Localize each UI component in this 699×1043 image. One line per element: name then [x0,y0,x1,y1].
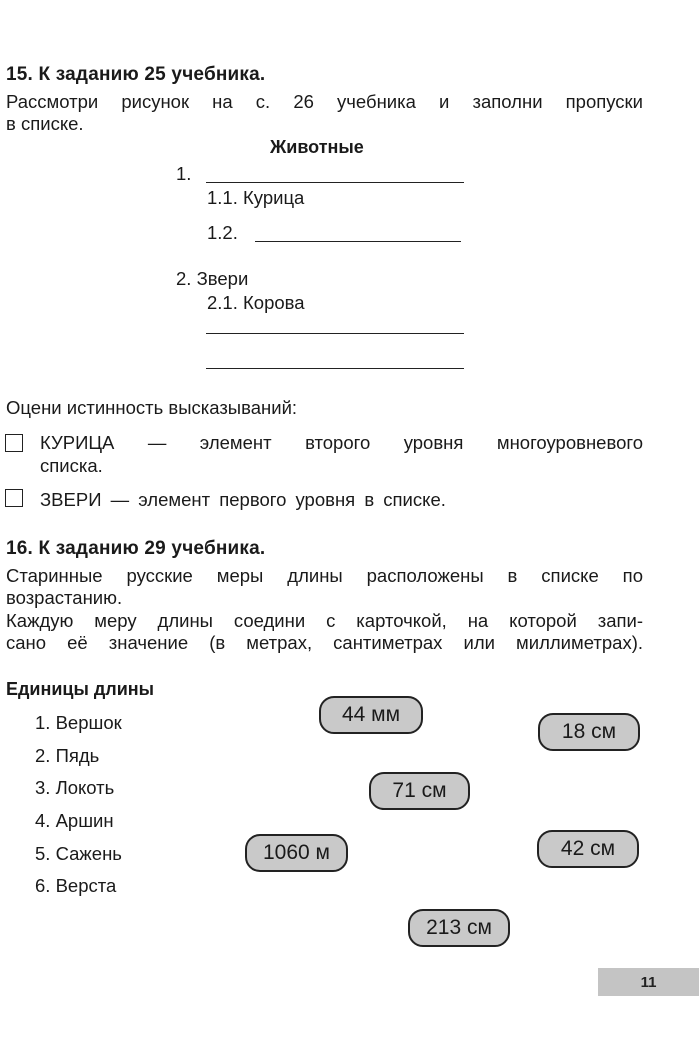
unit-list-item: 1. Вершок [35,712,122,733]
task15-instruction-line2: в списке. [6,113,84,134]
list-item-2: 2. Звери [176,268,249,289]
value-card-1060m[interactable]: 1060 м [245,834,348,872]
value-card-18cm[interactable]: 18 см [538,713,640,751]
statement2-checkbox[interactable] [5,489,23,507]
task15-title: 15. К заданию 25 учебника. [6,64,266,85]
unit-list-item: 4. Аршин [35,810,114,831]
task16-title: 16. К заданию 29 учебника. [6,538,266,559]
animals-list-heading: Животные [270,137,364,157]
unit-list-item: 5. Сажень [35,843,122,864]
list-item-2-1: 2.1. Корова [207,292,305,313]
value-card-44mm[interactable]: 44 мм [319,696,423,734]
task16-para2-line2: сано её значение (в метрах, сантиметрах или миллиметрах). [6,632,643,653]
statement1-line2: списка. [40,455,103,476]
unit-list-item: 6. Верста [35,875,117,896]
units-heading: Единицы длины [6,679,155,699]
answer-line-item1[interactable] [206,182,464,183]
list-item-1-number: 1. [176,163,192,184]
task16-para1-line2: возрастанию. [6,587,123,608]
list-item-1-1: 1.1. Курица [207,187,305,208]
task16-para1-line1: Старинные русские меры длины расположены в списке по [6,565,643,586]
page-number: 11 [598,968,699,996]
list-item-1-2-number: 1.2. [207,222,238,243]
task15-instruction-line1: Рассмотри рисунок на с. 26 учебника и заполни пропуски [6,91,643,112]
statement2-text: ЗВЕРИ — элемент первого уровня в списке. [40,489,446,510]
unit-list-item: 3. Локоть [35,777,115,798]
task16-para2-line1: Каждую меру длины соедини с карточкой, на которой запи- [6,610,643,631]
value-card-71cm[interactable]: 71 см [369,772,470,810]
statement1-line1: КУРИЦА — элемент второго уровня многоуровневого [40,432,643,453]
value-card-42cm[interactable]: 42 см [537,830,639,868]
unit-list-item: 2. Пядь [35,745,100,766]
value-card-213cm[interactable]: 213 см [408,909,510,947]
answer-line-item2-3[interactable] [206,368,464,369]
statement1-checkbox[interactable] [5,434,23,452]
answer-line-item1-2[interactable] [255,241,461,242]
evaluate-prompt: Оцени истинность высказываний: [6,397,298,418]
answer-line-item2-2[interactable] [206,333,464,334]
